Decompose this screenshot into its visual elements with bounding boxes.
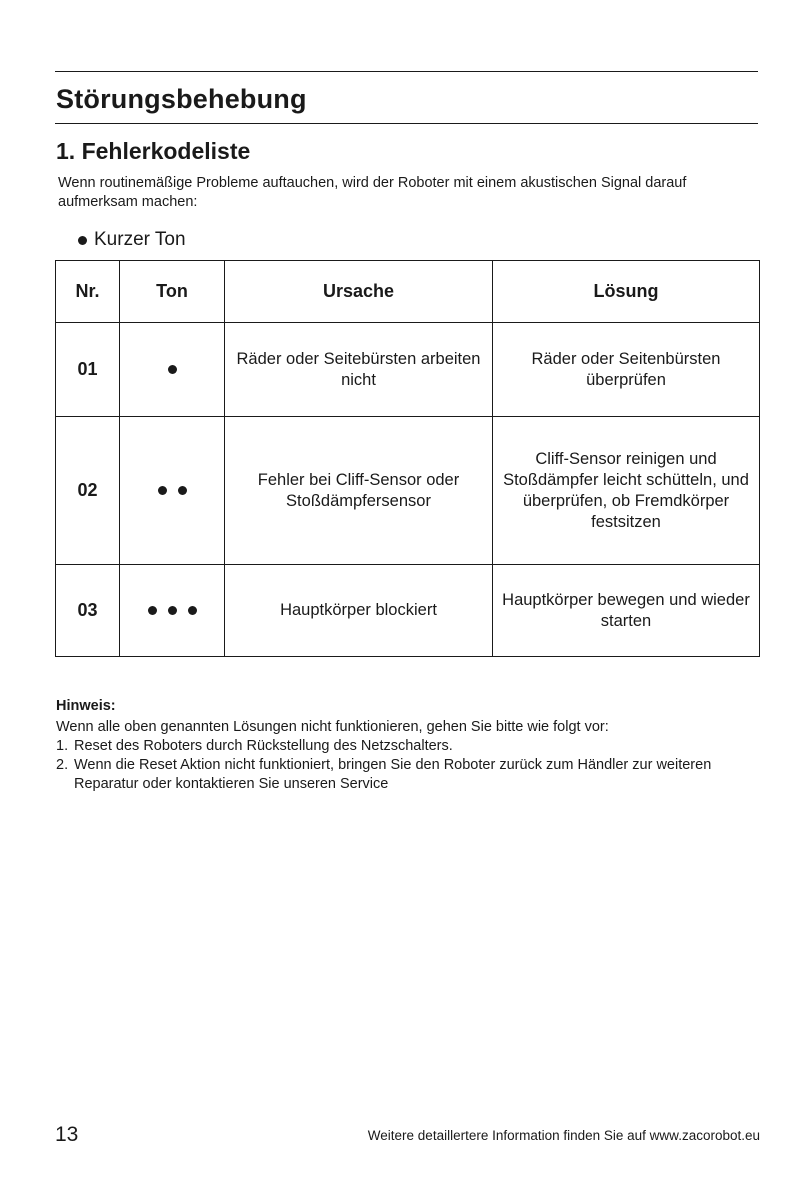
note-text: Wenn alle oben genannten Lösungen nicht funktionieren, gehen Sie bitte wie folgt vor: xyxy=(56,719,609,735)
list-item xyxy=(56,737,776,756)
row-nr: 02 xyxy=(56,417,120,565)
page-title: Störungsbehebung xyxy=(56,84,307,114)
beep-dot-icon xyxy=(178,486,187,495)
note-heading: Hinweis: xyxy=(56,698,116,714)
row-loesung: Räder oder Seitenbürsten überprüfen xyxy=(493,323,760,417)
row-ton xyxy=(120,417,225,565)
header-nr: Nr. xyxy=(56,261,120,323)
intro-text: Wenn routinemäßige Probleme auftauchen, wird der Roboter mit einem akustischen Signal darauf aufmerksam machen: xyxy=(58,175,687,210)
table-row xyxy=(56,417,760,565)
list-item-number: 1. xyxy=(56,738,69,754)
table-row xyxy=(56,323,760,417)
bullet-item xyxy=(78,229,186,251)
footer-info: Weitere detaillertere Information finden Sie auf www.zacorobot.eu xyxy=(367,1128,760,1143)
beep-dot-icon xyxy=(168,606,177,615)
bullet-label: Kurzer Ton xyxy=(94,229,186,250)
beep-dot-icon xyxy=(148,606,157,615)
page-number: 13 xyxy=(55,1123,79,1146)
table-row xyxy=(56,565,760,657)
row-ursache: Fehler bei Cliff-Sensor oder Stoßdämpfersensor xyxy=(225,417,493,565)
title-underline xyxy=(55,123,758,124)
beep-dot-icon xyxy=(158,486,167,495)
beep-dots xyxy=(148,606,197,615)
section-heading: 1. Fehlerkodeliste xyxy=(56,138,251,164)
row-ursache: Hauptkörper blockiert xyxy=(225,565,493,657)
row-loesung: Hauptkörper bewegen und wieder starten xyxy=(493,565,760,657)
row-loesung: Cliff-Sensor reinigen und Stoßdämpfer leicht schütteln, und überprüfen, ob Fremdkörper festsitzen xyxy=(493,417,760,565)
row-ursache: Räder oder Seitebürsten arbeiten nicht xyxy=(225,323,493,417)
row-ton xyxy=(120,565,225,657)
table-header-row xyxy=(56,261,760,323)
beep-dots xyxy=(158,486,187,495)
error-code-table xyxy=(55,260,760,657)
row-ton xyxy=(120,323,225,417)
list-item-text: Wenn die Reset Aktion nicht funktioniert, bringen Sie den Roboter zurück zum Händler zur weiteren Reparatur oder kontaktieren Sie unseren Service xyxy=(74,757,712,792)
bullet-dot-icon xyxy=(78,236,87,245)
beep-dot-icon xyxy=(168,365,177,374)
list-item-text: Reset des Roboters durch Rückstellung des Netzschalters. xyxy=(74,738,453,754)
note-section xyxy=(56,697,776,794)
row-nr: 03 xyxy=(56,565,120,657)
row-nr: 01 xyxy=(56,323,120,417)
list-item-number: 2. xyxy=(56,757,69,773)
header-ursache: Ursache xyxy=(225,261,493,323)
top-rule xyxy=(55,71,758,72)
header-loesung: Lösung xyxy=(493,261,760,323)
list-item xyxy=(56,756,776,794)
beep-dot-icon xyxy=(188,606,197,615)
header-ton: Ton xyxy=(120,261,225,323)
beep-dots xyxy=(168,365,177,374)
